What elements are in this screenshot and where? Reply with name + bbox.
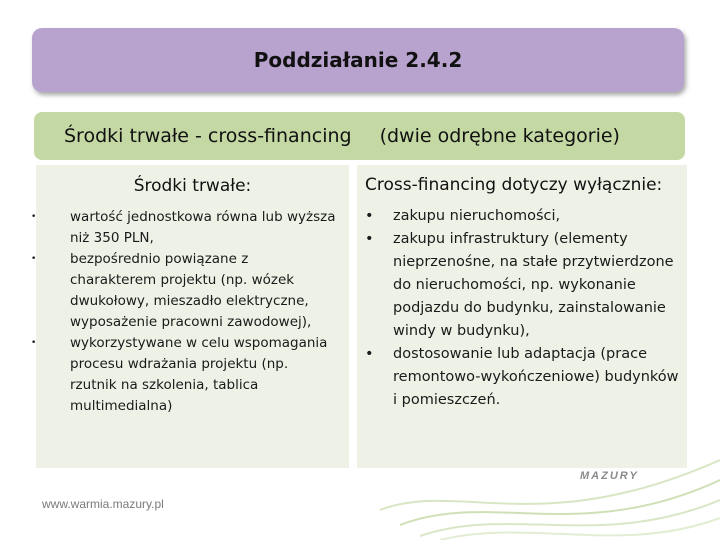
list-item: • zakupu infrastruktury (elementy nieprzenośne, na stałe przytwierdzone do nieruchomości, np. wykonanie podjazdu do budynku, zainstalowanie windy w budynku), xyxy=(357,228,687,343)
bullet-icon: • xyxy=(31,254,37,264)
slide-title: Poddziałanie 2.4.2 xyxy=(32,28,684,92)
bullet-icon: • xyxy=(365,231,374,247)
fixed-assets-list xyxy=(31,207,349,417)
subtitle-left: Środki trwałe - cross-financing xyxy=(64,125,352,147)
subtitle-right: (dwie odrębne kategorie) xyxy=(379,125,620,147)
list-item: • dostosowanie lub adaptacja (prace remontowo-wykończeniowe) budynków i pomieszczeń. xyxy=(357,343,687,412)
cross-financing-list xyxy=(357,205,687,412)
mazury-logo: MAZURY xyxy=(580,470,639,482)
bullet-icon: • xyxy=(31,212,37,222)
subtitle-bar xyxy=(34,112,685,160)
bullet-icon: • xyxy=(31,338,37,348)
bullet-icon: • xyxy=(365,208,374,224)
footer-url: www.warmia.mazury.pl xyxy=(42,497,164,511)
list-item: • wartość jednostkowa równa lub wyższa niż 350 PLN, xyxy=(31,209,336,246)
bullet-icon: • xyxy=(365,346,374,362)
list-item: • wykorzystywane w celu wspomagania procesu wdrażania projektu (np. rzutnik na szkolenia, tablica multimedialna) xyxy=(31,335,328,414)
list-item: • bezpośrednio powiązane z charakterem projektu (np. wózek dwukołowy, mieszadło elektryczne, wyposażenie pracowni zawodowej), xyxy=(31,251,312,330)
cross-financing-heading: Cross-financing dotyczy wyłącznie: xyxy=(365,175,663,195)
list-item: • zakupu nieruchomości, xyxy=(357,205,687,228)
cross-financing-panel xyxy=(357,165,687,468)
fixed-assets-panel xyxy=(31,165,349,468)
fixed-assets-heading: Środki trwałe: xyxy=(133,176,252,196)
